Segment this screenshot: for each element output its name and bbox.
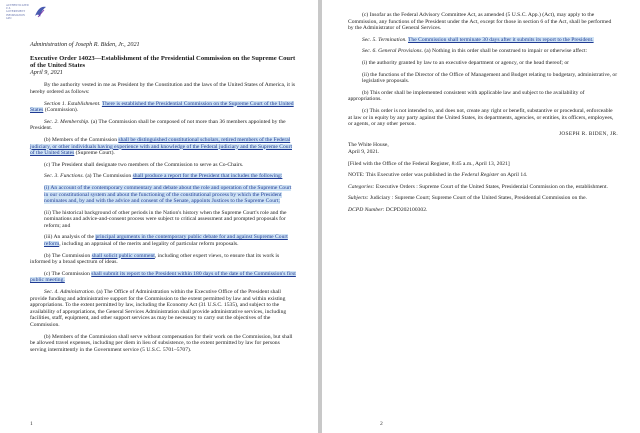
highlight[interactable]: shall be distinguished constitutional scholars, retired members of the Federal judiciary, or other individuals having experience with and knowledge of the Federal judiciary and the Supreme Court of the United States	[30, 136, 292, 157]
section-6a-ii: (ii) the functions of the Director of the Office of Management and Budget relating to budgetary, administrative, or legislative proposals.	[362, 71, 618, 85]
text: NOTE: This Executive order was published in the	[348, 172, 462, 179]
text: (Commission).	[43, 107, 79, 114]
dcpd-value: DCPD202100302.	[384, 206, 428, 213]
section-heading: Section 1. Establishment.	[44, 100, 101, 107]
text: (a) Nothing in this order shall be construed to impair or otherwise affect:	[423, 48, 588, 55]
text: (b) The Commission	[44, 252, 92, 259]
logo-line: INFORMATION	[6, 13, 25, 17]
text: (c) The Commission	[44, 270, 92, 277]
subjects-label: Subjects:	[348, 195, 369, 202]
section-6a	[348, 48, 618, 55]
section-3a-ii: (ii) The historical background of other periods in the Nation's history when the Supreme Court's role and the nominations and advice-and-consent process were subject to critical assessment and prompted proposals for reform; and	[44, 209, 287, 229]
text: (a) The Commission	[83, 173, 133, 180]
section-6a-i: (i) the authority granted by law to an executive department or agency, or the head thereof; or	[362, 59, 569, 66]
subjects	[348, 195, 618, 202]
text: on April 14.	[499, 172, 528, 179]
publication-note	[348, 172, 618, 179]
signing-date: April 9, 2021.	[348, 148, 380, 155]
section-1	[30, 101, 296, 114]
gpo-logo	[6, 4, 48, 20]
highlight[interactable]: The Commission shall terminate 30 days after it submits its report to the President.	[408, 36, 594, 43]
section-heading: Sec. 3. Functions.	[44, 173, 84, 180]
section-3a-i	[30, 185, 296, 205]
filing-note: [Filed with the Office of the Federal Register, 8:45 a.m., April 13, 2021]	[348, 160, 510, 167]
administration-line: Administration of Joseph R. Biden, Jr., 2021	[30, 41, 140, 48]
section-heading: Sec. 5. Termination.	[362, 36, 407, 43]
highlight[interactable]: (i) An account of the contemporary commentary and debate about the role and operation of the Supreme Court in our constitutional system and about the functioning of the constitutional process by which the President nominates and, by and with the advice and consent of the Senate, appoints Justices to the Supreme Court;	[44, 184, 292, 205]
dcpd-label: DCPD Number:	[348, 206, 385, 213]
categories-value: Executive Orders : Supreme Court of the United States, Presidential Commission on the, establishment.	[374, 183, 608, 190]
text: , including an appraisal of the merits and legality of particular reform proposals.	[59, 241, 239, 248]
section-heading: Sec. 6. General Provisions.	[362, 48, 424, 55]
text: (b) Members of the Commission	[44, 136, 119, 143]
section-heading: Sec. 2. Membership.	[44, 118, 90, 125]
highlight[interactable]: shall solicit public comment	[91, 252, 155, 259]
section-3c	[30, 271, 296, 284]
section-3a	[30, 173, 296, 180]
highlight[interactable]: shall produce a report for the President that includes the following:	[132, 173, 283, 180]
categories	[348, 184, 618, 191]
document-title: Executive Order 14023—Establishment of the Presidential Commission on the Supreme Court of the United States	[30, 54, 296, 70]
dcpd-number	[348, 207, 618, 214]
categories-label: Categories:	[348, 183, 375, 190]
section-2c: (c) The President shall designate two members of the Commission to serve as Co-Chairs.	[44, 161, 244, 168]
signature: JOSEPH R. BIDEN, JR.	[558, 130, 618, 137]
section-2a	[30, 119, 296, 132]
highlight[interactable]: principal arguments in the contemporary public debate for and against Supreme Court reform	[44, 234, 288, 248]
document-date: April 9, 2021	[30, 68, 63, 76]
section-heading: Sec. 4. Administration.	[44, 289, 96, 296]
section-2b	[30, 137, 296, 157]
section-4c: (c) Insofar as the Federal Advisory Committee Act, as amended (5 U.S.C. App.) (Act), may apply to the Commission, any functions of the President under the Act, except for those in section 6 of the Act, shall be performed by the Administrator of General Services.	[348, 12, 612, 32]
subjects-value: Judiciary : Supreme Court; Supreme Court of the United States, Presidential Commission on the.	[368, 195, 587, 202]
section-4b: (b) Members of the Commission shall serve without compensation for their work on the Commission, but shall be allowed travel expenses, including per diem in lieu of subsistence, to the extent permitted by law for persons serving intermittently in the Government service (5 U.S.C. 5701–5707).	[30, 333, 293, 353]
intro-paragraph: By the authority vested in me as President by the Constitution and the laws of the United States of America, it is hereby ordered as follows:	[30, 82, 296, 95]
eagle-seal-icon	[32, 4, 48, 20]
publication-name: Federal Register	[461, 172, 500, 179]
page-2	[322, 0, 640, 433]
text: (a) The Commission shall be composed of not more than 36 members appointed by the President.	[30, 118, 286, 132]
section-3b	[30, 253, 296, 266]
section-6b: (b) This order shall be implemented consistent with applicable law and subject to the availability of appropriations.	[348, 89, 585, 103]
text: , including other expert views, to ensure that its work is informed by a broad spectrum of ideas.	[30, 252, 280, 266]
logo-line: AUTHENTICATED U.S. GOVERNMENT	[6, 4, 29, 14]
text: (Supreme Court).	[74, 150, 115, 157]
page-1	[0, 0, 318, 433]
text: (a) The Office of Administration within the Executive Office of the President shall provide funding and administrative support for the Commission to the extent permitted by law and within existing appropriations. To the extent permitted by law, including the Economy Act (31 U.S.C. 1535), and subject to the availability of appropriations, the General Services Administration shall provide administrative services, including facilities, staff, equipment, and other support services as may be necessary to carry out the objectives of the Commission.	[30, 289, 287, 328]
signing-place: The White House,	[348, 142, 389, 149]
section-3a-iii	[30, 234, 296, 247]
section-6c: (c) This order is not intended to, and does not, create any right or benefit, substantive or procedural, enforceable at law or in equity by any party against the United States, its departments, agencies, or entities, its officers, employees, or agents, or any other person.	[348, 107, 614, 128]
highlight[interactable]: There is established the Presidential Commission on the Supreme Court of the United States	[30, 100, 294, 114]
page-number: 1	[30, 421, 33, 427]
section-5	[348, 37, 618, 44]
logo-line: GPO	[6, 16, 12, 20]
logo-text	[6, 4, 30, 20]
text: (iii) An analysis of the	[44, 234, 96, 241]
section-4a	[30, 289, 296, 329]
highlight[interactable]: shall submit its report to the President within 180 days of the date of the Commission's first public meeting.	[30, 270, 296, 284]
page-number: 2	[380, 421, 383, 427]
